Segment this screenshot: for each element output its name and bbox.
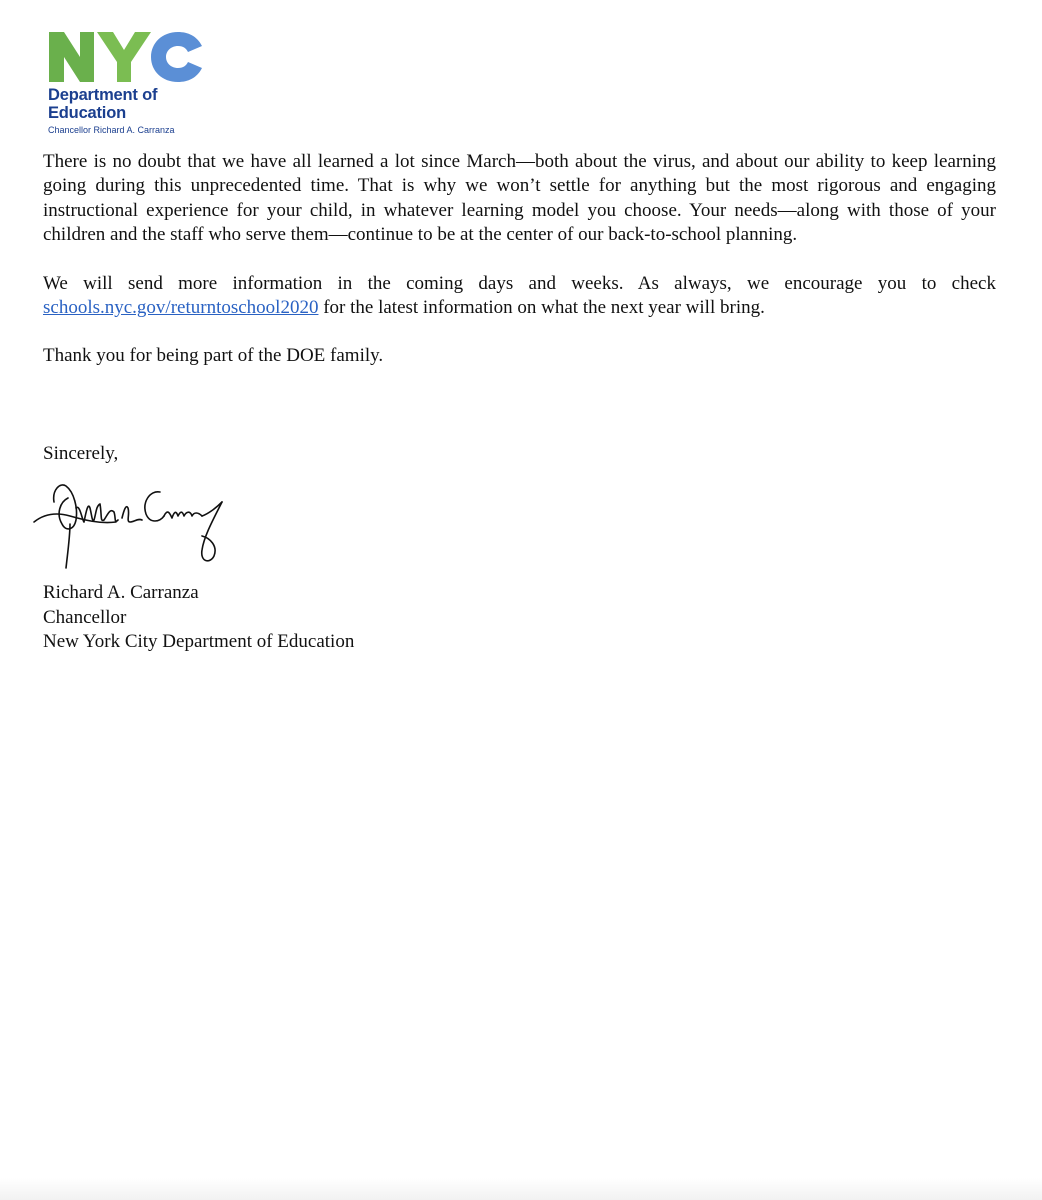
signer-name: Richard A. Carranza: [43, 582, 199, 603]
paragraph-1: There is no doubt that we have all learned a lot since March—both about the virus, and about our ability to keep learning going during this unprecedented time. That is why we won’t settle for anything but the most rigorous and engaging instructional experience for your child, in whatever learning model you choose. Your needs—along with those of your children and the staff who serve them—continue to be at the center of our back-to-school planning.: [43, 151, 996, 246]
signer-title: Chancellor: [43, 606, 127, 628]
department-line-2: Education: [48, 104, 126, 122]
return-to-school-link[interactable]: schools.nyc.gov/returntoschool2020: [43, 297, 319, 319]
department-name: [48, 86, 157, 122]
paragraph-3: Thank you for being part of the DOE family.: [43, 345, 384, 367]
paragraph-2-text-end: for the latest information on what the next year will bring.: [318, 297, 765, 319]
paragraph-2: [43, 272, 996, 321]
department-line-1: Department of: [48, 86, 158, 104]
letter-body: [43, 150, 996, 369]
chancellor-line: Chancellor Richard A. Carranza: [48, 125, 175, 135]
signature-block: [43, 581, 354, 655]
paragraph-2-text-start: We will send more information in the coming days and weeks. As always, we encourage you to check: [43, 272, 996, 294]
nyc-logo-icon: [47, 30, 207, 84]
signer-organization: New York City Department of Education: [43, 631, 355, 652]
page-bottom-edge: [0, 1178, 1042, 1200]
nyc-doe-logo: [47, 30, 267, 140]
closing: Sincerely,: [43, 443, 119, 464]
handwritten-signature: [30, 478, 230, 576]
